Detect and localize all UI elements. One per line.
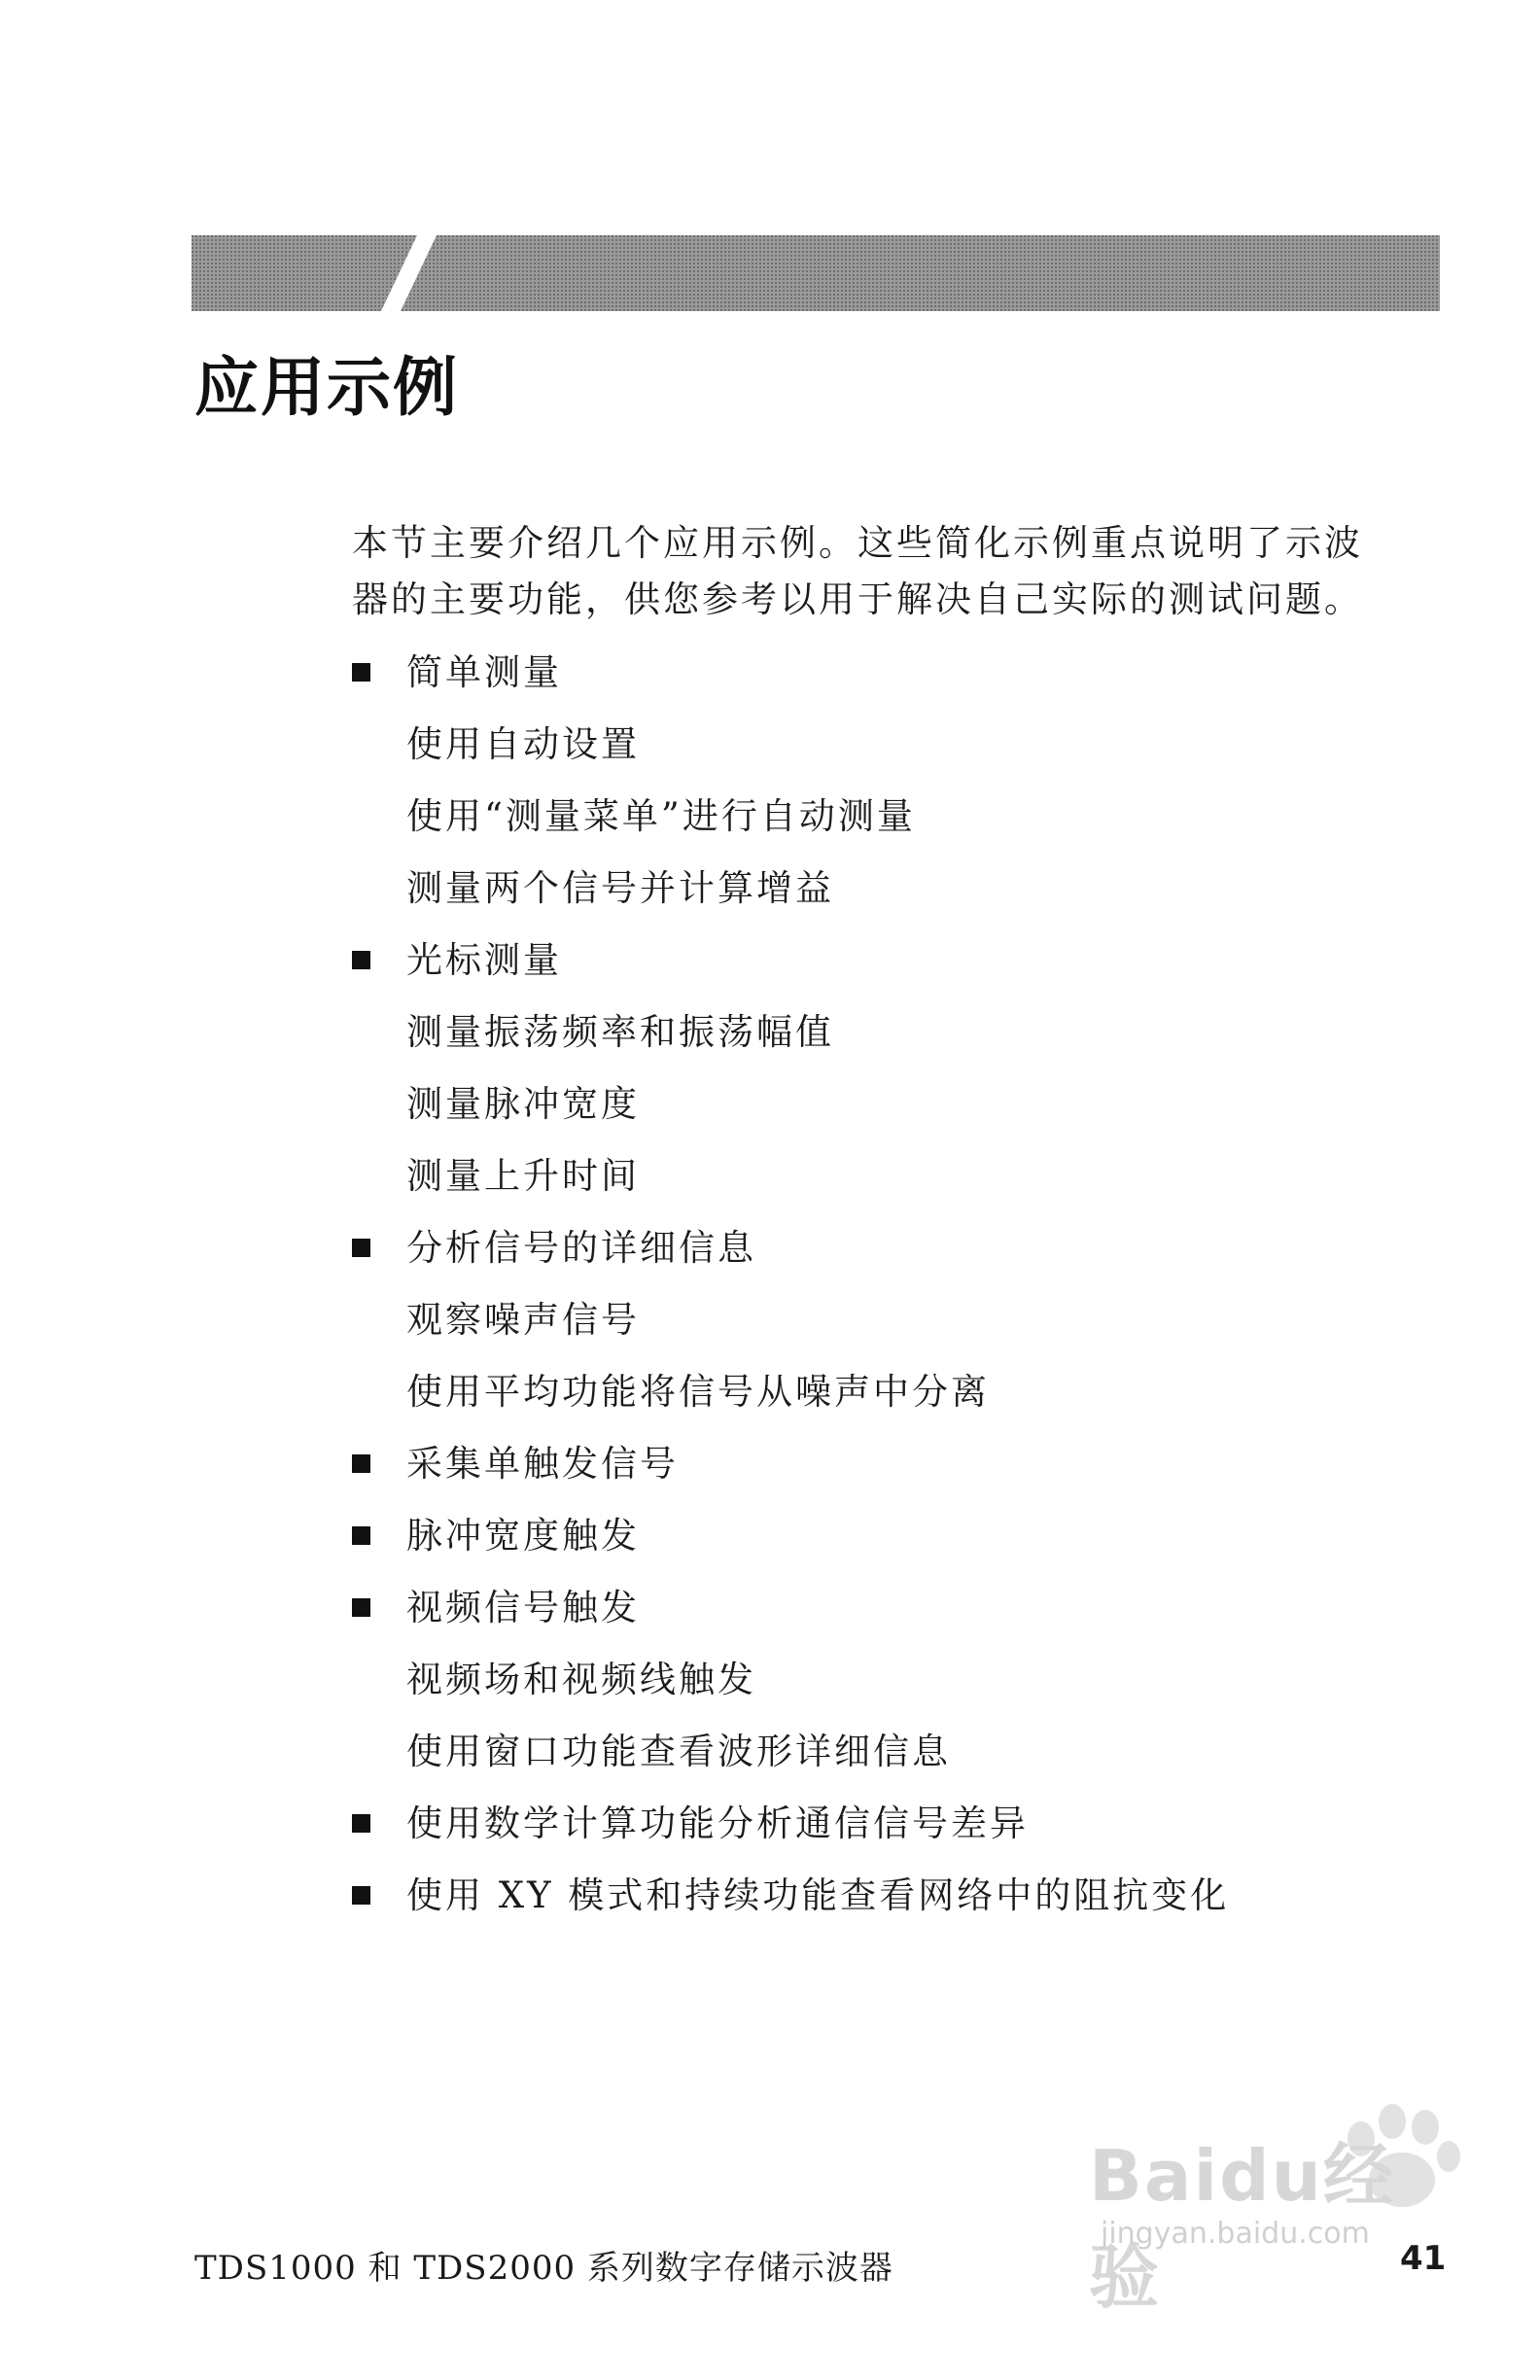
sub-item: 测量上升时间 <box>406 1155 640 1197</box>
footer-text: TDS1000 和 TDS2000 系列数字存储示波器 <box>194 2249 893 2288</box>
intro-paragraph <box>352 515 1363 628</box>
sub-item: 测量振荡频率和振荡幅值 <box>406 1011 834 1053</box>
sub-item: 使用平均功能将信号从噪声中分离 <box>406 1371 990 1413</box>
sub-item: 视频场和视频线触发 <box>406 1659 756 1700</box>
list-item: 使用 XY 模式和持续功能查看网络中的阻抗变化 <box>352 1860 1324 1932</box>
list-item: 脉冲宽度触发 <box>352 1500 1324 1572</box>
watermark-logo-text: Baidu经验 <box>1089 2135 1395 2318</box>
list-item: 简单测量 <box>352 637 1324 709</box>
intro-line: 器的主要功能，供您参考以用于解决自己实际的测试问题。 <box>352 578 1363 620</box>
sub-item: 测量脉冲宽度 <box>406 1083 640 1125</box>
watermark-url: jingyan.baidu.com <box>1101 2217 1370 2251</box>
bullet-square-icon <box>352 1814 370 1833</box>
bullet-square-icon <box>352 1886 370 1905</box>
intro-line: 本节主要介绍几个应用示例。这些简化示例重点说明了示波 <box>352 522 1363 564</box>
bullet-square-icon <box>352 1454 370 1473</box>
list-item: 光标测量 <box>352 925 1324 997</box>
bullet-square-icon <box>352 1598 370 1617</box>
application-list <box>352 637 1324 1932</box>
sub-item: 观察噪声信号 <box>406 1299 640 1341</box>
bullet-square-icon <box>352 951 370 969</box>
bullet-square-icon <box>352 1239 370 1257</box>
list-item: 分析信号的详细信息 <box>352 1212 1324 1284</box>
bullet-square-icon <box>352 1526 370 1545</box>
sub-item: 使用自动设置 <box>406 723 640 765</box>
list-item: 视频信号触发 <box>352 1572 1324 1644</box>
page-number: 41 <box>1400 2239 1447 2278</box>
header-banner <box>192 235 1440 311</box>
bullet-square-icon <box>352 663 370 682</box>
page-title: 应用示例 <box>194 350 459 425</box>
list-item: 采集单触发信号 <box>352 1428 1324 1500</box>
sub-item: 使用窗口功能查看波形详细信息 <box>406 1731 951 1772</box>
sub-item: 测量两个信号并计算增益 <box>406 867 834 909</box>
list-item: 使用数学计算功能分析通信信号差异 <box>352 1788 1324 1860</box>
sub-item: 使用“测量菜单”进行自动测量 <box>406 795 916 837</box>
